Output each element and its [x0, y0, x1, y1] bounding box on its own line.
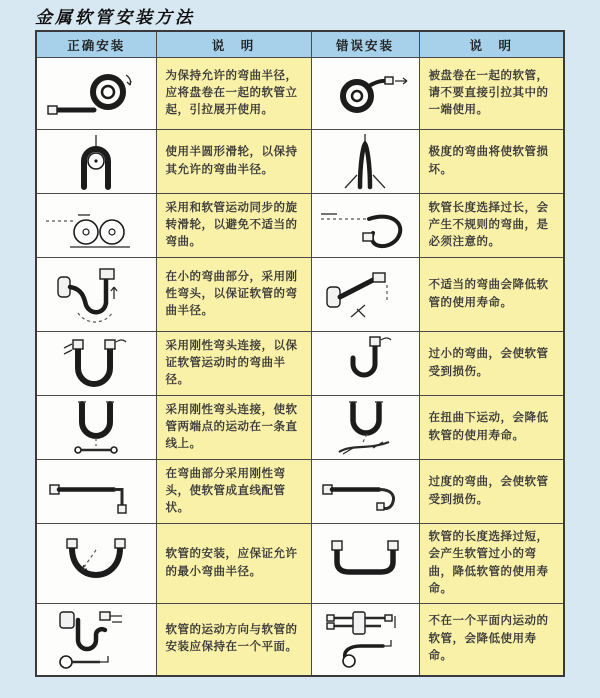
wrong-description: 软管的长度选择过短，会产生软管过小的弯曲，降低软管的使用寿命。 — [419, 524, 564, 604]
wrong-figure-cell — [311, 396, 419, 460]
too-short-flat-u-figure — [317, 532, 413, 596]
wrong-figure-cell — [311, 258, 419, 332]
correct-figure-cell — [36, 130, 156, 194]
table-row — [36, 604, 564, 676]
correct-figure-cell — [36, 604, 156, 676]
page-title: 金属软管安装方法 — [35, 8, 195, 28]
header-correct-install: 正确安装 — [36, 31, 156, 58]
overbent-end-figure — [317, 463, 413, 521]
overlong-hose-loop-figure — [317, 197, 413, 255]
correct-figure-cell — [36, 58, 156, 130]
correct-figure-cell — [36, 332, 156, 396]
out-of-plane-motion-figure — [317, 606, 413, 672]
table-row — [36, 58, 564, 130]
wrong-figure-cell — [311, 58, 419, 130]
correct-figure-cell — [36, 396, 156, 460]
wrong-figure-cell — [311, 524, 419, 604]
table-row — [36, 396, 564, 460]
wrong-figure-cell — [311, 130, 419, 194]
wrong-description: 极度的弯曲将使软管损坏。 — [419, 130, 564, 194]
standing-coil-unrolled-figure — [42, 63, 150, 125]
correct-description: 采用刚性弯头连接，以保证软管运动时的弯曲半径。 — [156, 332, 311, 396]
wrong-description: 不在一个平面内运动的软管，会降低使用寿命。 — [419, 604, 564, 676]
correct-figure-cell — [36, 194, 156, 258]
correct-description: 采用刚性弯头连接，使软管两端点的运动在一条直线上。 — [156, 396, 311, 460]
correct-figure-cell — [36, 524, 156, 604]
table-row — [36, 524, 564, 604]
wrong-figure-cell — [311, 460, 419, 524]
correct-description: 软管的安装，应保证允许的最小弯曲半径。 — [156, 524, 311, 604]
table-row — [36, 194, 564, 258]
straight-run-elbow-figure — [42, 463, 150, 521]
correct-description: 在小的弯曲部分，采用刚性弯头，以保证软管的弯曲半径。 — [156, 258, 311, 332]
twisted-u-hose-figure — [317, 398, 413, 458]
header-wrong-install: 错误安装 — [311, 31, 419, 58]
aligned-u-hose-figure — [42, 398, 150, 458]
synchronized-rollers-figure — [42, 197, 150, 255]
correct-description: 软管的运动方向与软管的安装应保持在一个平面。 — [156, 604, 311, 676]
header-wrong-description: 说 明 — [419, 31, 564, 58]
same-plane-trap-figure — [42, 606, 150, 672]
table-row — [36, 258, 564, 332]
correct-description: 在弯曲部分采用刚性弯头，使软管成直线配管状。 — [156, 460, 311, 524]
table-row — [36, 460, 564, 524]
header-row — [36, 31, 564, 58]
wrong-figure-cell — [311, 332, 419, 396]
wrong-figure-cell — [311, 604, 419, 676]
wrong-description: 过度的弯曲，会使软管受到损伤。 — [419, 460, 564, 524]
improper-sharp-bend-figure — [317, 261, 413, 329]
table-row — [36, 130, 564, 194]
wrong-description: 被盘卷在一起的软管，请不要直接引拉其中的一端使用。 — [419, 58, 564, 130]
wrong-description: 在扭曲下运动，会降低软管的使用寿命。 — [419, 396, 564, 460]
correct-figure-cell — [36, 258, 156, 332]
coil-pulled-from-end-figure — [317, 63, 413, 125]
minimum-bend-radius-u-figure — [42, 532, 150, 596]
installation-methods-table — [35, 30, 565, 677]
correct-description: 采用和软管运动同步的旋转滑轮，以避免不适当的弯曲。 — [156, 194, 311, 258]
correct-description: 为保持允许的弯曲半径，应将盘卷在一起的软管立起，引拉展开使用。 — [156, 58, 311, 130]
rigid-elbow-u-loop-figure — [42, 334, 150, 394]
rigid-elbow-small-bend-figure — [42, 261, 150, 329]
correct-description: 使用半圆形滑轮，以保持其允许的弯曲半径。 — [156, 130, 311, 194]
hose-over-pulley-figure — [42, 133, 150, 191]
correct-figure-cell — [36, 460, 156, 524]
wrong-description: 软管长度选择过长，会产生不规则的弯曲，是必须注意的。 — [419, 194, 564, 258]
too-small-bend-hook-figure — [317, 334, 413, 394]
wrong-description: 过小的弯曲，会使软管受到损伤。 — [419, 332, 564, 396]
header-correct-description: 说 明 — [156, 31, 311, 58]
wrong-description: 不适当的弯曲会降低软管的使用寿命。 — [419, 258, 564, 332]
table-row — [36, 332, 564, 396]
sharp-fold-hose-figure — [317, 133, 413, 191]
wrong-figure-cell — [311, 194, 419, 258]
